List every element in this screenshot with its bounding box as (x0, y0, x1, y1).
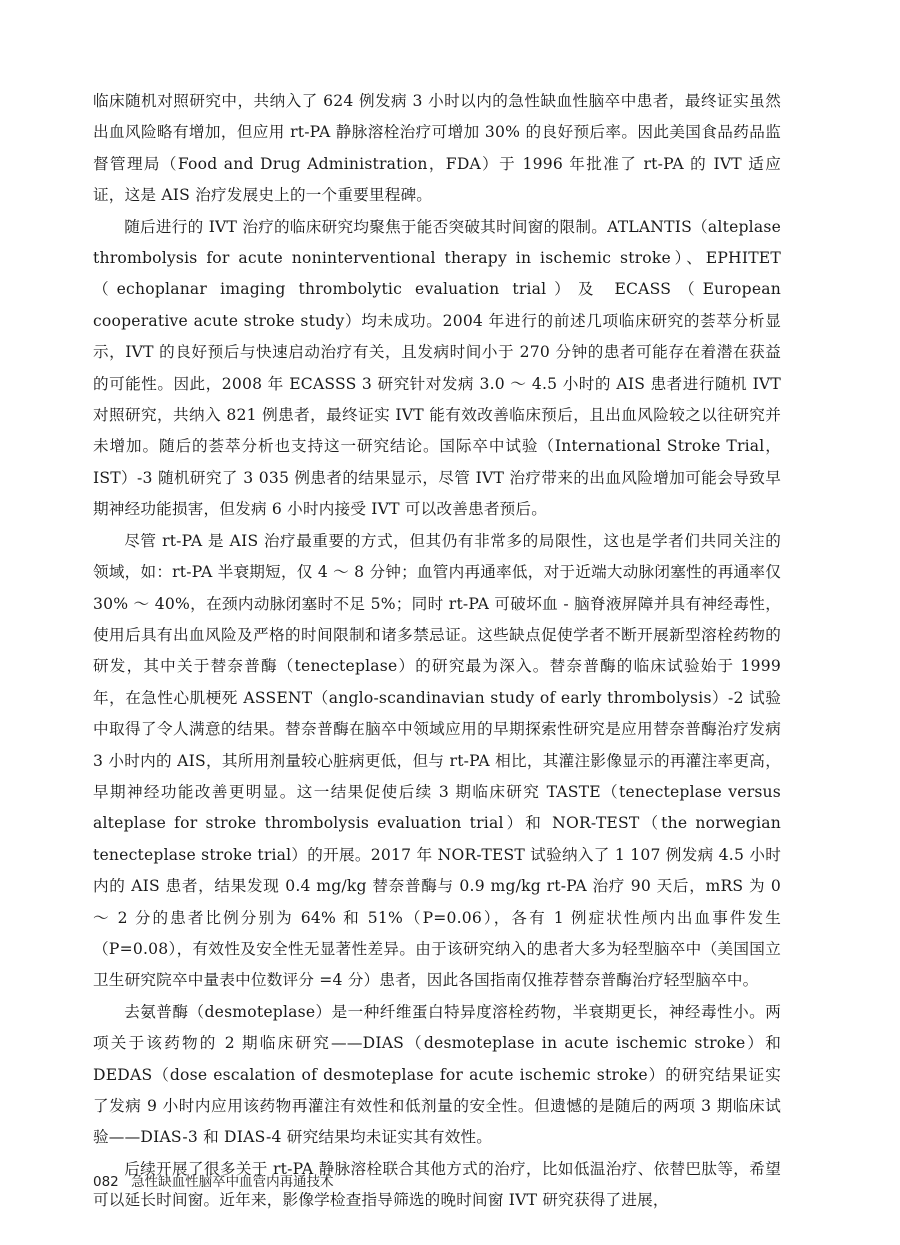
paragraph-ivt-time-window: 随后进行的 IVT 治疗的临床研究均聚焦于能否突破其时间窗的限制。ATLANTIS（alteplase thrombolysis for acute noninterventional therapy in ischemic stroke）、EPHITET（echoplanar imaging thrombolytic evaluation trial）及 ECASS（European cooperative acute stroke study）均未成功。2004 年进行的前述几项临床研究的荟萃分析显示，IVT 的良好预后与快速启动治疗有关，且发病时间小于 270 分钟的患者可能存在着潜在获益的可能性。因此，2008 年 ECASSS 3 研究针对发病 3.0 ～ 4.5 小时的 AIS 患者进行随机 IVT 对照研究，共纳入 821 例患者，最终证实 IVT 能有效改善临床预后，且出血风险较之以往研究并未增加。随后的荟萃分析也支持这一研究结论。国际卒中试验（International Stroke Trial，IST）-3 随机研究了 3 035 例患者的结果显示，尽管 IVT 治疗带来的出血风险增加可能会导致早期神经功能损害，但发病 6 小时内接受 IVT 可以改善患者预后。 (93, 217, 781, 519)
page-footer (93, 1170, 334, 1190)
paragraph-rtpa-limitations: 尽管 rt-PA 是 AIS 治疗最重要的方式，但其仍有非常多的局限性，这也是学者们共同关注的领域，如：rt-PA 半衰期短，仅 4 ～ 8 分钟；血管内再通率低，对于近端大动脉闭塞性的再通率仅 30% ～ 40%，在颈内动脉闭塞时不足 5%；同时 rt-PA 可破坏血 - 脑脊液屏障并具有神经毒性，使用后具有出血风险及严格的时间限制和诸多禁忌证。这些缺点促使学者不断开展新型溶栓药物的研发，其中关于替奈普酶（tenecteplase）的研究最为深入。替奈普酶的临床试验始于 1999 年，在急性心肌梗死 ASSENT（anglo-scandinavian study of early thrombolysis）-2 试验中取得了令人满意的结果。替奈普酶在脑卒中领域应用的早期探索性研究是应用替奈普酶治疗发病 3 小时内的 AIS，其所用剂量较心脏病更低，但与 rt-PA 相比，其灌注影像显示的再灌注率更高，早期神经功能改善更明显。这一结果促使后续 3 期临床研究 TASTE（tenecteplase versus alteplase for stroke thrombolysis evaluation trial）和 NOR-TEST（the norwegian tenecteplase stroke trial）的开展。2017 年 NOR-TEST 试验纳入了 1 107 例发病 4.5 小时内的 AIS 患者，结果发现 0.4 mg/kg 替奈普酶与 0.9 mg/kg rt-PA 治疗 90 天后，mRS 为 0 ～ 2 分的患者比例分别为 64% 和 51%（P=0.06），各有 1 例症状性颅内出血事件发生（P=0.08），有效性及安全性无显著性差异。由于该研究纳入的患者大多为轻型脑卒中（美国国立卫生研究院卒中量表中位数评分 =4 分）患者，因此各国指南仅推荐替奈普酶治疗轻型脑卒中。 (93, 531, 781, 990)
page-body (93, 86, 781, 1217)
paragraph-desmoteplase: 去氨普酶（desmoteplase）是一种纤维蛋白特异度溶栓药物，半衰期更长，神经毒性小。两项关于该药物的 2 期临床研究——DIAS（desmoteplase in acute ischemic stroke）和 DEDAS（dose escalation of desmoteplase for acute ischemic stroke）的研究结果证实了发病 9 小时内应用该药物再灌注有效性和低剂量的安全性。但遗憾的是随后的两项 3 期临床试验——DIAS-3 和 DIAS-4 研究结果均未证实其有效性。 (93, 1002, 781, 1147)
paragraph-combined-therapy: 后续开展了很多关于 rt-PA 静脉溶栓联合其他方式的治疗，比如低温治疗、依替巴肽等，希望可以延长时间窗。近年来，影像学检查指导筛选的晚时间窗 IVT 研究获得了进展， (93, 1159, 781, 1210)
paragraph-continued: 临床随机对照研究中，共纳入了 624 例发病 3 小时以内的急性缺血性脑卒中患者，最终证实虽然出血风险略有增加，但应用 rt-PA 静脉溶栓治疗可增加 30% 的良好预后率。因此美国食品药品监督管理局（Food and Drug Administration，FDA）于 1996 年批准了 rt-PA 的 IVT 适应证，这是 AIS 治疗发展史上的一个重要里程碑。 (93, 92, 781, 205)
running-title: 急性缺血性脑卒中血管内再通技术 (131, 1174, 334, 1190)
page-number: 082 (93, 1174, 119, 1190)
